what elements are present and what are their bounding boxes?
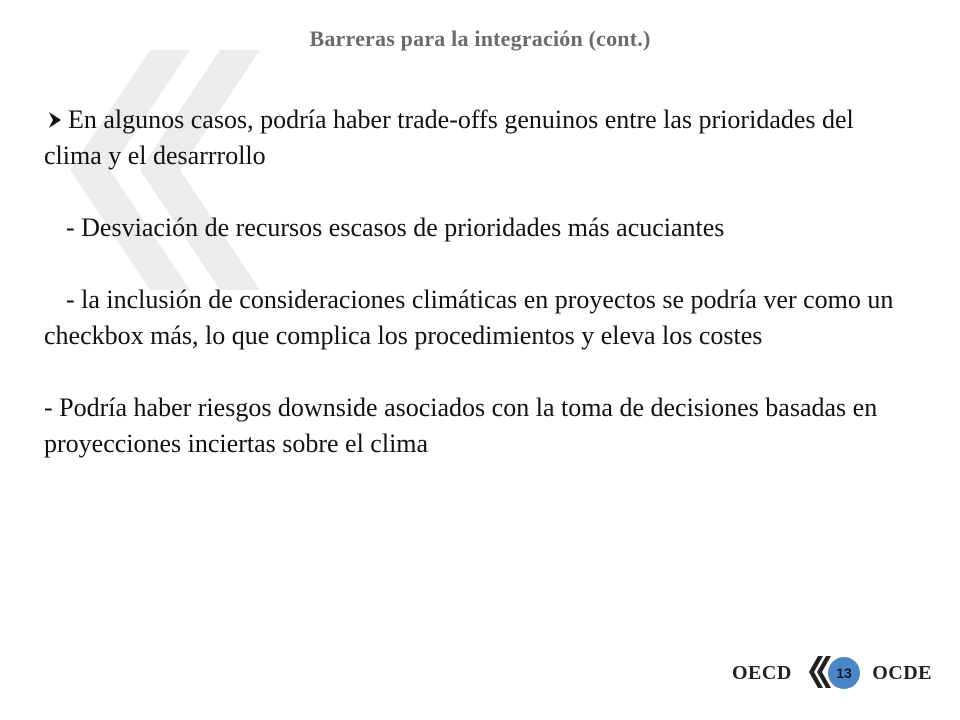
slide-title: Barreras para la integración (cont.) bbox=[309, 26, 651, 51]
page-number-badge: 13 bbox=[828, 657, 860, 689]
org-name-en: OECD bbox=[732, 662, 792, 684]
slide-content bbox=[44, 102, 904, 462]
bullet-paragraph bbox=[44, 102, 904, 174]
point-1: - Desviación de recursos escasos de prioridades más acuciantes bbox=[66, 213, 725, 242]
footer-logo bbox=[732, 652, 932, 692]
bullet-text: En algunos casos, podría haber trade-offs genuinos entre las prioridades del clima y el desarrrollo bbox=[44, 105, 854, 170]
point-3: - Podría haber riesgos downside asociados con la toma de decisiones basadas en proyecciones inciertas sobre el clima bbox=[44, 393, 878, 458]
org-name-fr: OCDE bbox=[872, 662, 932, 684]
point-2 bbox=[44, 282, 904, 354]
arrow-bullet-icon bbox=[48, 111, 62, 129]
point-2-text: - la inclusión de consideraciones climáticas en proyectos se podría ver como un checkbox más, lo que complica los procedimientos y eleva los costes bbox=[44, 285, 894, 350]
